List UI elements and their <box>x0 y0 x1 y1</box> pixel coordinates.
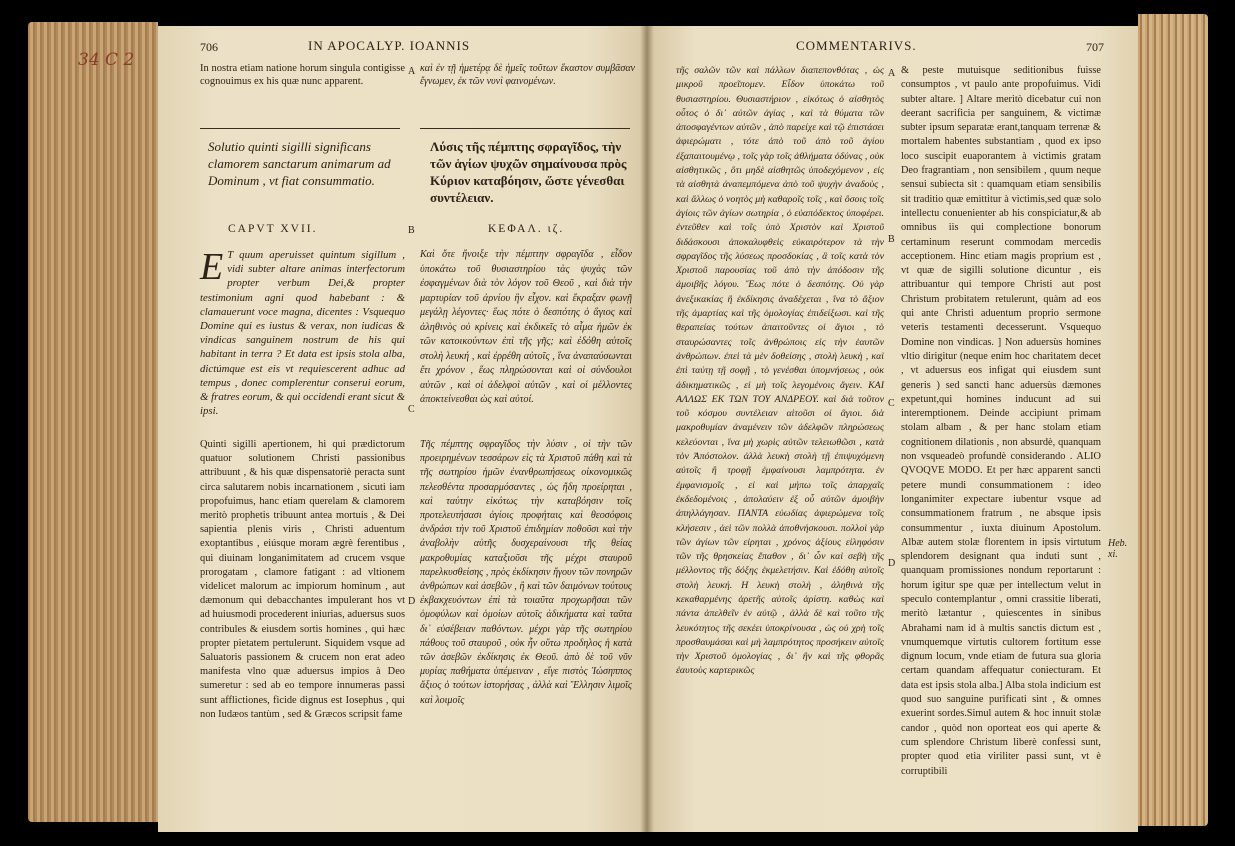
right-page <box>646 26 1138 832</box>
latin-commentary: Quinti sigilli apertionem, hi qui prædictorum quatuor solutionem Christi passionibus attribuunt , & his quæ dispensatoriè peracta sunt circa salutarem nobis incarnationem , sicuti iam propofuimus, hanc etiam querelam & clamorem meritò prophetis tribuunt antea mortuis , & Dei sapientia plenis viris , Christi aduentum exoptantibus , eiúsque moram ægrè ferentibus , qui diuinam longanimitatem ad crucem vsque prorogatam , clamore fatigant : ad vltionem videlicet malorum ac impiorum hominum , aut dæmonum qui debacchantes impulerant hos vt ad huiusmodi procederent iniurias, aduersus suos contribules & eiusdem sortis homines , qui hæc propter pietatem pertulerunt. Siquidem vsque ad Saluatoris passionem & crucem non erat adeo manifesta vlno quæ aduersus impios à Deo sumeretur : sed ab eo tempore innumeras passi sunt afflictiones, ficide dignus est Iosephus , qui non Iudæos tantùm , sed & Græcos scripsit fame <box>200 439 405 720</box>
left-marker-a: A <box>408 66 416 77</box>
left-running-head: IN APOCALYP. IOANNIS <box>308 38 471 53</box>
left-page-number: 706 <box>200 40 218 54</box>
left-marker-c: C <box>408 404 415 415</box>
right-page-number: 707 <box>1086 40 1104 54</box>
section-title-latin: Solutio quinti sigilli significans clamorem sanctarum animarum ad Dominum , vt fiat consummatio. <box>208 139 391 188</box>
right-greek-commentary: τῆς σαλῶν τῶν καὶ πάλλων διαπεπονθότας , ὡς μικροῦ προεῖπομεν. Εἶδον ὑποκάτω τοῦ θυσιαστηρίου. Θυσιαστήριον , εἰκότως ὁ αἰσθητὸς οὗτος ὁ δι᾽ αὐτῶν ἁγίας , καὶ τὰ θύματα τῶν ἀποσφαγέντων αὐτῶν , ἀπὸ παρείχε καὶ τῷ ἐπιστάσει ἀφιερώματι , τότε ἀπὸ τοῦ ἀπὸ τοῦ ἀγίου ἐξαπαιτουμένῳ , τοῖς γὰρ τοῖς ἀθλήματα ὀδύνας , οὐκ αἰσθητικῶς , ὅτι μηδὲ αἰσθητῶς ὑποδεχόμενον , εἰς τὰ αἰσθητὰ ἀναπεμπόμενα ἀπὸ τοῦ ψυχὴν ἀναδοὺς , καὶ ἄλλως ὁ νοητὸς μὴ καθαροῖς τοῖς , καὶ ὅσοις τοῖς ἁγίοις τῶν ἀγίων σωτηρία , ὁ εὐαπόδεκτος ὑποφέρει. ἐντεῦθεν καὶ τοῖς ὑπὸ Χριστὸν καὶ Χριστοῦ διδάσκουσι ἀποκαλυφθεὶς εὐκαιρότερον τὰ τὴν σφραγῖδος τῆς λύσεως προσδοκίας , ἃ τοῖς κατὰ τὸν Χριστοῦ παρουσίας τοῦ ἀπὸ τὴν ἀπόδοσιν τῆς ἀμοιβῆς λόγου. Ἕως πότε ὁ δεσπότης. Οὐ γὰρ ἀνεξικακίας ἢ ἐκδίκησις ἀναδέχεται , ἵνα τὸ ἄξιον τῆς ἀμαρτίας καὶ τῆς ὁμολογίας ἐπιδείξωσι. καὶ τῆς θεραπείας τούτων ἀπαιτοῦντες οἱ ἅγιοι , τὸ σταυρώσαντες τοῖς ἀνθρώποις εἰς τὴν ἑαυτῶν ἀνθρώπων. ἐπεὶ τὰ μὲν δοθείσης , στολὴ λευκὴ , καὶ ἐπὶ ταύτῃ τῇ σοφῇ , τὸ γενέσθαι ὑπομνήσεως , οὐκ ἀδικηματικῶς , εἰ μὴ τοῖς λεγομένοις ἄγειν. ΚΑΙ ΑΛΛΩΣ ΕΚ ΤΩΝ ΤΟΥ ΑΝΔΡΕΟΥ. καὶ διὰ τοῦτον τοῦ κόσμου συντέλειαν αἰτοῦσι οἱ ἅγιοι. διὰ μακροθυμίαν ἀναμένειν τῶν ἀδελφῶν πληρώσεως κελεύονται , ἵνα μὴ χωρὶς αὐτῶν τελειωθῶσι , κατὰ τὸν Ἀπόστολον. ἀλλὰ λευκὴ στολὴ τῇ ἐπιψυχόμενη αὐτοῖς ἢ τροφῇ ἐμφαίνουσι λαμπρότητα. ἐν ἐμφανισμοῖς , εἰ καὶ μήπω τοῖς ἀπαρχαῖς ἐκδεδομένοις , ἀπολαύειν ἐξ οὗ αὐτῶν ἀμοιβὴν ἀπηλλάγησαν. ΠΑΝΤΑ εὐωδίας ἀφιερώμενα τοῖς κλήσεσιν , ἀεὶ τῶν πολλὰ ἀποθνήσκουσι. πολλοὶ γὰρ τῶν ἁγίων τῶν εἰρηται , χρόνος ἀξίους εἰληφόσιν τῶν τῆς θρησκείας ἔπαθον , δι᾽ ὧν καὶ σεβὴ τῆς μέλλοντος τῆς δόξης ἐκμελετήσιν. Καὶ ἐδόθη αὐτοῖς στολὴ λευκή. Η λευκὴ στολὴ , ἀληθινὰ τῆς κεκαθαρμένης ἀρετῆς αὐτοῖς ἀρίστη. καθὼς καὶ πάντα ἀπελθεῖν ἐν αὐτῷ , ἀλλὰ δὲ καὶ τοῦτο τῆς λευκότητος τῆς σεκέει ὑποκρίνουσα , ὡς οὐ χρὴ τοῖς προσθαυμάσαι καὶ μὴ λαμπρότητος προσήκειν αὐτοῖς τὴν Χριστοῦ ὁμολογίας , δι᾽ ἣν καὶ τῆς φθορᾶς ἐαυτοὺς καρτερικῶς <box>676 65 884 677</box>
open-book <box>28 8 1208 838</box>
left-top-greek: καὶ ἐν τῇ ἡμετέρᾳ δὲ ἡμεῖς τοῦτων ἕκαστον συμβᾶσαν ἔγνωμεν, ἐκ τῶν νυνὶ φαινομένων. <box>420 63 635 87</box>
latin-scripture <box>200 248 405 418</box>
right-marker-a: A <box>888 68 896 79</box>
left-rule-greek <box>420 128 630 129</box>
right-marker-d: D <box>888 558 896 569</box>
left-top-latin: In nostra etiam natione horum singula contigisse cognouimus ex his quæ nunc apparent. <box>200 63 405 87</box>
dropcap-letter: E <box>200 246 224 288</box>
left-page <box>158 26 646 832</box>
caput-greek: ΚΕΦΑΛ. ιζ. <box>488 223 565 235</box>
book-spine-gutter <box>640 26 654 832</box>
handwritten-shelfmark: 34 C 2 <box>78 50 135 70</box>
left-page-edges <box>28 22 158 822</box>
right-marker-b: B <box>888 234 895 245</box>
left-marker-d: D <box>408 596 416 607</box>
left-rule-latin <box>200 128 400 129</box>
greek-scripture: Καὶ ὅτε ἤνοιξε τὴν πέμπτην σφραγῖδα , εἶδον ὑποκάτω τοῦ θυσιαστηρίου τὰς ψυχὰς τῶν ἐσφαγμένων διὰ τὸν λόγον τοῦ Θεοῦ , καὶ διὰ τὴν μαρτυρίαν τοῦ ἀρνίου ἣν εἶχον. καὶ ἔκραξαν φωνῇ μεγάλῃ λέγοντες· ἕως πότε ὁ δεσπότης ὁ ἅγιος καὶ ἀληθινὸς οὐ κρίνεις καὶ ἐκδικεῖς τὸ αἷμα ἡμῶν ἐκ τῶν κατοικούντων ἐπὶ τῆς γῆς; καὶ ἐδόθη αὐτοῖς στολὴ λευκή , καὶ ἐρρέθη αὐτοῖς , ἵνα ἀναπαύσωνται ἔτι χρόνον , ἕως πληρώσονται καὶ οἱ σύνδουλοι αὐτῶν , καὶ οἱ ἀδελφοὶ αὐτῶν , καὶ οἱ μέλλοντες ἀποκτείνεσθαι ὡς καὶ αὐτοί. <box>420 249 632 405</box>
right-latin-commentary: & peste mutuisque seditionibus fuisse consumptos , vt paulo ante propofuimus. Vidi subter altare. ] Altare meritò dicebatur cui non deerant sacrificia per sanguinem, & victimæ subter ipsum separatæ erant,tanquam terrenæ & mortalem habentes substantiam , quod ex ipso loco suscipit euaporantem à victimis gratam Deo fragrantiam , non sensibilem , quum neque sensui subiecta sit : quamquam etiam sensibilis sit traditio quæ emittitur à victimis,sed quæ solo intellectu conuenienter ab his conspiciatur,& ab omnibus iis qui complectione bonorum certaminum reserunt commodam mercedis acceptionem. Hinc etiam magis proprium est , vt quæ de sigilli solutione dicuntur , eis attribuantur qui tempore Christi aut post Christum probitatem retulerunt, quàm ad eos qui ante Christi aduentum proprio sermone veteris testamenti decesserunt. Vsquequo Domine non vindicas. ] Non aduersùs homines vltio dirigitur (neque enim hoc charitatem decet , vt aduersus eos infigat qui eiusdem sunt generis ) sed sancti hanc aduersùs dæmones expetunt,qui homines inducunt ad sui interemptionem. Deinde accipiunt primam stolam albam , & per hanc stolam etiam cognitionem dilationis , non absurdè, quanquam non vsqueadeò profundè considerando . ALIO QVOQVE MODO. Et per hæc apparent sancti petere mundi consummationem : ideo longanimiter expectare iubentur vsque ad consummationem fratrum , ne absque ipsis consummentur , iuxta diuinum Apostolum. Albæ autem stolæ florentem in ipsis virtutum splendorem designant qua induti sunt , quanquam promissiones nondum reportarunt : horum igitur spe quæ per intellectum velut in speculo contemplantur , omni crassitie liberati, meritò lætantur , quiescentes in sinibus Abrahami nam id à multis sanctis dictum est , vnumquemque virtutis cultorem fortitum esse dignum locum, vnde etiam de futura sua gloria certam quandam affequatur coniecturam. Et data est ipsis stola alba.] Alba stola indicium est quod suo sanguine purificati sint , & omnes exuerint sordes.Simul autem & hoc innuit stolæ candor , quòd non oporteat eos qui aperte & cum splendore Christum liberè confessi sunt, propter quod etia viriliter passi sunt, vt è corruptibili <box>901 65 1101 777</box>
latin-scripture-text: T quum aperuisset quintum sigillum , vidi subter altare animas interfectorum propter verbum Dei,& propter testimonium agni quod habebant : & clamauerunt voce magna, dicentes : Vsquequo Domine qui es iustus & verax, non iudicas & vindicas sanguinem nostrum de his qui habitant in terra ? Et data est ipsis stola alba, dictúmque est eis vt requiescerent adhuc ad tempus , donec complerentur conserui eorum, & fratres eorum, & qui occidendi erant sicut & ipsi. <box>200 249 405 418</box>
left-marker-b: B <box>408 225 415 236</box>
right-page-edges <box>1138 14 1208 826</box>
right-running-head: COMMENTARIVS. <box>796 38 917 53</box>
caput-latin: CAPVT XVII. <box>228 223 318 235</box>
section-title-greek: Λύσις τῆς πέμπτης σφραγῖδος, τὴν τῶν ἁγίων ψυχῶν σημαίνουσα πρὸς Κύριον καταβόησιν, ὥστε γένεσθαι συντέλειαν. <box>430 139 627 205</box>
margin-note: Heb. xi. <box>1108 538 1128 560</box>
greek-commentary: Τῆς πέμπτης σφραγῖδος τὴν λύσιν , οἱ τὴν τῶν προειρημένων τεσσάρων εἰς τὰ Χριστοῦ πάθη καὶ τὰ τῆς σωτηρίου ἡμῶν ἐνανθρωπήσεως οἰκονομικῶς πελεσθέντα προσαρμόσαντες , ὡς ἤδη προείρηται , καὶ ταύτην εἰκότως τὴν καταβόησιν τοῖς προτελευτήσασι ἀγίοις προφήταις καὶ θεοσόφοις ἀνδράσι τὴν τοῦ Χριστοῦ ἐπιδημίαν ποθοῦσι καὶ τὴν ἀναβολὴν αὐτῆς δυσχεραίνουσι τῆς θείας μακροθυμίας καταξιοῦσι τῆς μέχρι σταυροῦ παρελκυσθείσης , πρὸς ἐκδίκησιν ἤγουν τῶν πονηρῶν ἀνθρώπων καὶ ἀσεβῶν , ἢ καὶ τῶν δαιμόνων τούτους ἐκβακχευόντων ἐπὶ τὰ τοιαῦτα προχωρῆσαι τῶν ὁμοφύλων καὶ ὁμοίων αὐτοῖς ἀδικήματα καὶ ταῦτα δι᾽ εὐσέβειαν παθόντων. μέχρι γὰρ τῆς σωτηρίου πάθους τοῦ σταυροῦ , οὐκ ἦν οὕτω προδηλος ἡ κατὰ τῶν ἀσεβῶν ἐκδίκησις ἐκ Θεοῦ. ἀπὸ δὲ τοῦ νῦν μυρίας παθήματα ὑπέμειναν , εἴγε πιστὸς Ἰώσηππος ἄξιος ὁ τούτων ἱστορήσας , ἀλλὰ καὶ Ἕλλησιν λιμοῖς καὶ λοιμοῖς <box>420 439 632 706</box>
right-marker-c: C <box>888 398 895 409</box>
